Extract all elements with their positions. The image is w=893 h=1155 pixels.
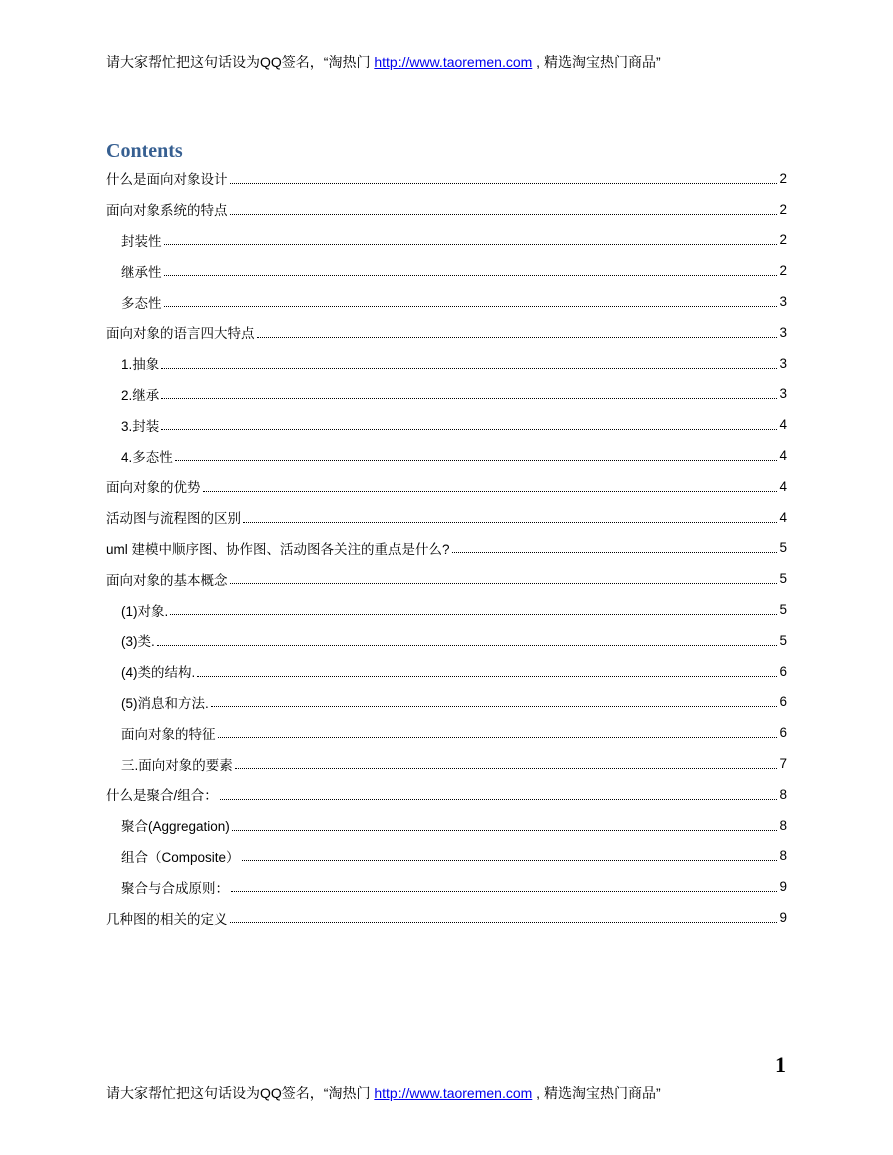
toc-entry[interactable] — [106, 255, 787, 286]
toc-entry-page: 7 — [779, 756, 787, 772]
toc-dot-leader — [170, 614, 777, 615]
toc-entry-label: 4.多态性 — [121, 449, 173, 465]
toc-entry-page: 8 — [779, 848, 787, 864]
toc-entry[interactable] — [106, 563, 787, 594]
footer-text-suffix: , 精选淘宝热门商品” — [532, 1085, 661, 1101]
toc-dot-leader — [235, 768, 778, 769]
toc-entry-label: 聚合(Aggregation) — [121, 819, 230, 835]
toc-dot-leader — [164, 244, 778, 245]
toc-entry[interactable] — [106, 717, 787, 748]
page-footer — [106, 1083, 661, 1103]
footer-text-prefix: 请大家帮忙把这句话设为QQ签名，“淘热门 — [106, 1085, 375, 1101]
toc-entry-page: 4 — [779, 478, 787, 494]
toc-entry-page: 6 — [779, 694, 787, 710]
toc-entry-label: 组合（Composite） — [121, 849, 240, 865]
table-of-contents — [106, 163, 787, 933]
toc-entry-page: 8 — [779, 786, 787, 802]
toc-entry-page: 5 — [779, 540, 787, 556]
toc-entry-label: 继承性 — [121, 264, 162, 280]
toc-dot-leader — [232, 830, 778, 831]
footer-link[interactable]: http://www.taoremen.com — [374, 1085, 533, 1101]
toc-entry-page: 3 — [779, 355, 787, 371]
toc-entry-label: 面向对象系统的特点 — [106, 203, 228, 219]
toc-entry[interactable] — [106, 163, 787, 194]
toc-entry[interactable] — [106, 533, 787, 564]
toc-entry[interactable] — [106, 656, 787, 687]
toc-entry-page: 5 — [779, 602, 787, 618]
toc-dot-leader — [231, 891, 777, 892]
toc-entry-label: 什么是面向对象设计 — [106, 172, 228, 188]
toc-entry[interactable] — [106, 841, 787, 872]
toc-entry-label: 1.抽象 — [121, 357, 160, 373]
header-text-prefix: 请大家帮忙把这句话设为QQ签名，“淘热门 — [106, 54, 375, 70]
toc-entry-page: 5 — [779, 571, 787, 587]
toc-entry[interactable] — [106, 440, 787, 471]
toc-entry[interactable] — [106, 409, 787, 440]
toc-dot-leader — [242, 860, 778, 861]
toc-dot-leader — [243, 522, 777, 523]
toc-entry-label: 几种图的相关的定义 — [106, 911, 228, 927]
toc-dot-leader — [257, 337, 778, 338]
toc-dot-leader — [203, 491, 778, 492]
toc-entry[interactable] — [106, 471, 787, 502]
toc-entry-label: 面向对象的特征 — [121, 726, 216, 742]
toc-dot-leader — [452, 552, 778, 553]
toc-entry[interactable] — [106, 594, 787, 625]
toc-entry[interactable] — [106, 810, 787, 841]
toc-dot-leader — [157, 645, 778, 646]
toc-entry[interactable] — [106, 502, 787, 533]
toc-title: Contents — [106, 140, 183, 162]
toc-dot-leader — [161, 429, 777, 430]
toc-entry-page: 9 — [779, 879, 787, 895]
toc-entry[interactable] — [106, 348, 787, 379]
toc-entry-page: 2 — [779, 232, 787, 248]
header-link[interactable]: http://www.taoremen.com — [374, 54, 533, 70]
toc-entry-label: 面向对象的语言四大特点 — [106, 326, 255, 342]
toc-entry[interactable] — [106, 317, 787, 348]
toc-dot-leader — [218, 737, 778, 738]
toc-entry-label: (5)消息和方法. — [121, 695, 209, 711]
toc-entry-label: 3.封装 — [121, 418, 160, 434]
toc-entry-page: 6 — [779, 663, 787, 679]
toc-dot-leader — [197, 676, 777, 677]
toc-entry-page: 3 — [779, 324, 787, 340]
toc-entry-label: 封装性 — [121, 233, 162, 249]
toc-entry[interactable] — [106, 379, 787, 410]
toc-dot-leader — [164, 306, 778, 307]
toc-dot-leader — [175, 460, 778, 461]
toc-entry-page: 8 — [779, 817, 787, 833]
toc-dot-leader — [230, 922, 778, 923]
toc-entry-page: 9 — [779, 910, 787, 926]
toc-entry-label: 2.继承 — [121, 387, 160, 403]
toc-entry-page: 2 — [779, 170, 787, 186]
toc-dot-leader — [161, 368, 777, 369]
toc-entry[interactable] — [106, 225, 787, 256]
toc-dot-leader — [161, 398, 777, 399]
toc-entry[interactable] — [106, 687, 787, 718]
toc-entry-label: 面向对象的优势 — [106, 480, 201, 496]
toc-entry-page: 2 — [779, 263, 787, 279]
toc-entry-label: (3)类. — [121, 634, 155, 650]
toc-entry[interactable] — [106, 871, 787, 902]
toc-dot-leader — [230, 583, 778, 584]
toc-entry-label: 活动图与流程图的区别 — [106, 511, 241, 527]
toc-entry[interactable] — [106, 286, 787, 317]
toc-dot-leader — [164, 275, 778, 276]
toc-entry-page: 3 — [779, 386, 787, 402]
toc-entry-label: uml 建模中顺序图、协作图、活动图各关注的重点是什么? — [106, 541, 450, 557]
toc-dot-leader — [220, 799, 778, 800]
toc-entry[interactable] — [106, 625, 787, 656]
toc-entry-page: 4 — [779, 509, 787, 525]
page-number: 1 — [775, 1052, 786, 1077]
toc-entry-page: 3 — [779, 294, 787, 310]
toc-entry-label: (1)对象. — [121, 603, 169, 619]
toc-entry-page: 4 — [779, 448, 787, 464]
toc-entry-label: 面向对象的基本概念 — [106, 572, 228, 588]
toc-entry-label: 三.面向对象的要素 — [121, 757, 233, 773]
toc-dot-leader — [230, 183, 778, 184]
toc-entry-page: 4 — [779, 417, 787, 433]
toc-dot-leader — [230, 214, 778, 215]
toc-entry-label: 什么是聚合/组合： — [106, 788, 218, 804]
toc-entry[interactable] — [106, 779, 787, 810]
toc-entry-page: 2 — [779, 201, 787, 217]
toc-entry-label: (4)类的结构. — [121, 665, 196, 681]
header-text-suffix: , 精选淘宝热门商品” — [532, 54, 661, 70]
toc-entry[interactable] — [106, 748, 787, 779]
page-header — [106, 52, 661, 72]
toc-entry[interactable] — [106, 902, 787, 933]
toc-dot-leader — [211, 706, 778, 707]
toc-entry-page: 6 — [779, 725, 787, 741]
toc-entry[interactable] — [106, 194, 787, 225]
toc-entry-page: 5 — [779, 632, 787, 648]
toc-entry-label: 聚合与合成原则： — [121, 880, 229, 896]
toc-entry-label: 多态性 — [121, 295, 162, 311]
